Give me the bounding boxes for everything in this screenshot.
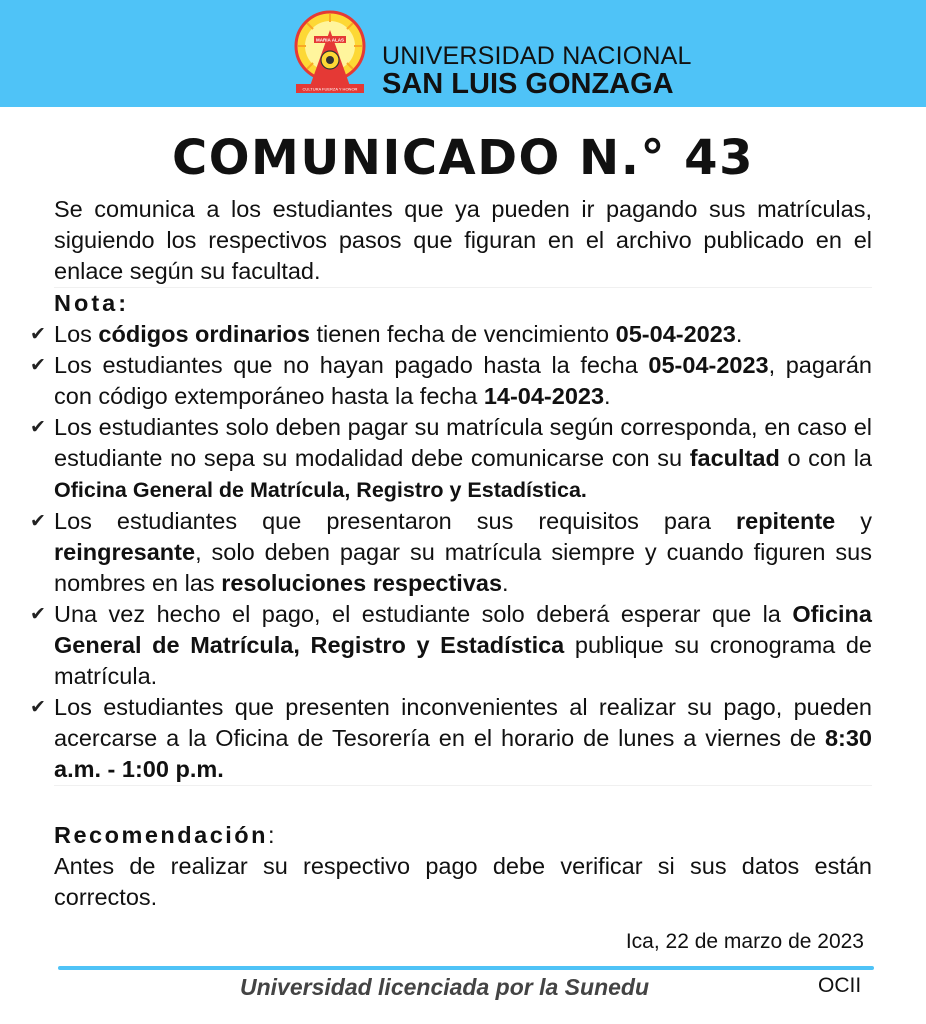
checkmark-icon: ✔ — [30, 604, 46, 625]
recommendation-text: Antes de realizar su respectivo pago debe verificar si sus datos están correctos. — [54, 853, 872, 910]
page-title: COMUNICADO N.° 43 — [172, 130, 754, 186]
list-item: ✔ Los códigos ordinarios tienen fecha de vencimiento 05-04-2023. — [54, 319, 872, 350]
checkmark-icon: ✔ — [30, 355, 46, 376]
university-name-line2: SAN LUIS GONZAGA — [382, 68, 674, 100]
footer-office-code: OCII — [818, 974, 862, 997]
university-logo — [288, 8, 372, 98]
document-date: Ica, 22 de marzo de 2023 — [625, 930, 864, 953]
university-name — [382, 44, 692, 99]
footer-divider — [58, 966, 874, 970]
checkmark-icon: ✔ — [30, 324, 46, 345]
recommendation-heading: Recomendación: — [54, 822, 275, 848]
logo-label-bottom: CULTURA FUERZA Y HONOR — [302, 86, 358, 92]
document-body — [30, 194, 872, 913]
university-name-line1: UNIVERSIDAD NACIONAL — [382, 42, 692, 70]
list-item: ✔ Los estudiantes que no hayan pagado hasta la fecha 05-04-2023, pagarán con código extemporáneo hasta la fecha 14-04-2023. — [30, 352, 872, 409]
list-item: ✔ Una vez hecho el pago, el estudiante solo deberá esperar que la Oficina General de Matrícula, Registro y Estadística publique su cronograma de matrícula. — [30, 601, 872, 689]
list-item: ✔ Los estudiantes que presenten inconvenientes al realizar su pago, pueden acercarse a la Oficina de Tesorería en el horario de lunes a viernes de 8:30 a.m. - 1:00 p.m. — [54, 692, 872, 786]
list-item: ✔ Los estudiantes solo deben pagar su matrícula según corresponda, en caso el estudiante no sepa su modalidad debe comunicarse con su facultad o con la Oficina General de Matrícula, Registro y Estadística. — [30, 414, 872, 502]
list-item: ✔ Los estudiantes que presentaron sus requisitos para repitente y reingresante, solo deben pagar su matrícula siempre y cuando figuren sus nombres en las resoluciones respectivas. — [30, 508, 872, 596]
checkmark-icon: ✔ — [30, 511, 46, 532]
intro-paragraph: Se comunica a los estudiantes que ya pueden ir pagando sus matrículas, siguiendo los respectivos pasos que figuran en el archivo publicado en el enlace según su facultad. — [54, 194, 872, 288]
header-band — [0, 0, 926, 107]
checkmark-icon: ✔ — [30, 697, 46, 718]
checkmark-icon: ✔ — [30, 417, 46, 438]
footer-licensed-text: Universidad licenciada por la Sunedu — [240, 974, 650, 1000]
nota-label: Nota: — [54, 290, 130, 316]
logo-label-top: MARIA ALAS — [316, 37, 344, 43]
